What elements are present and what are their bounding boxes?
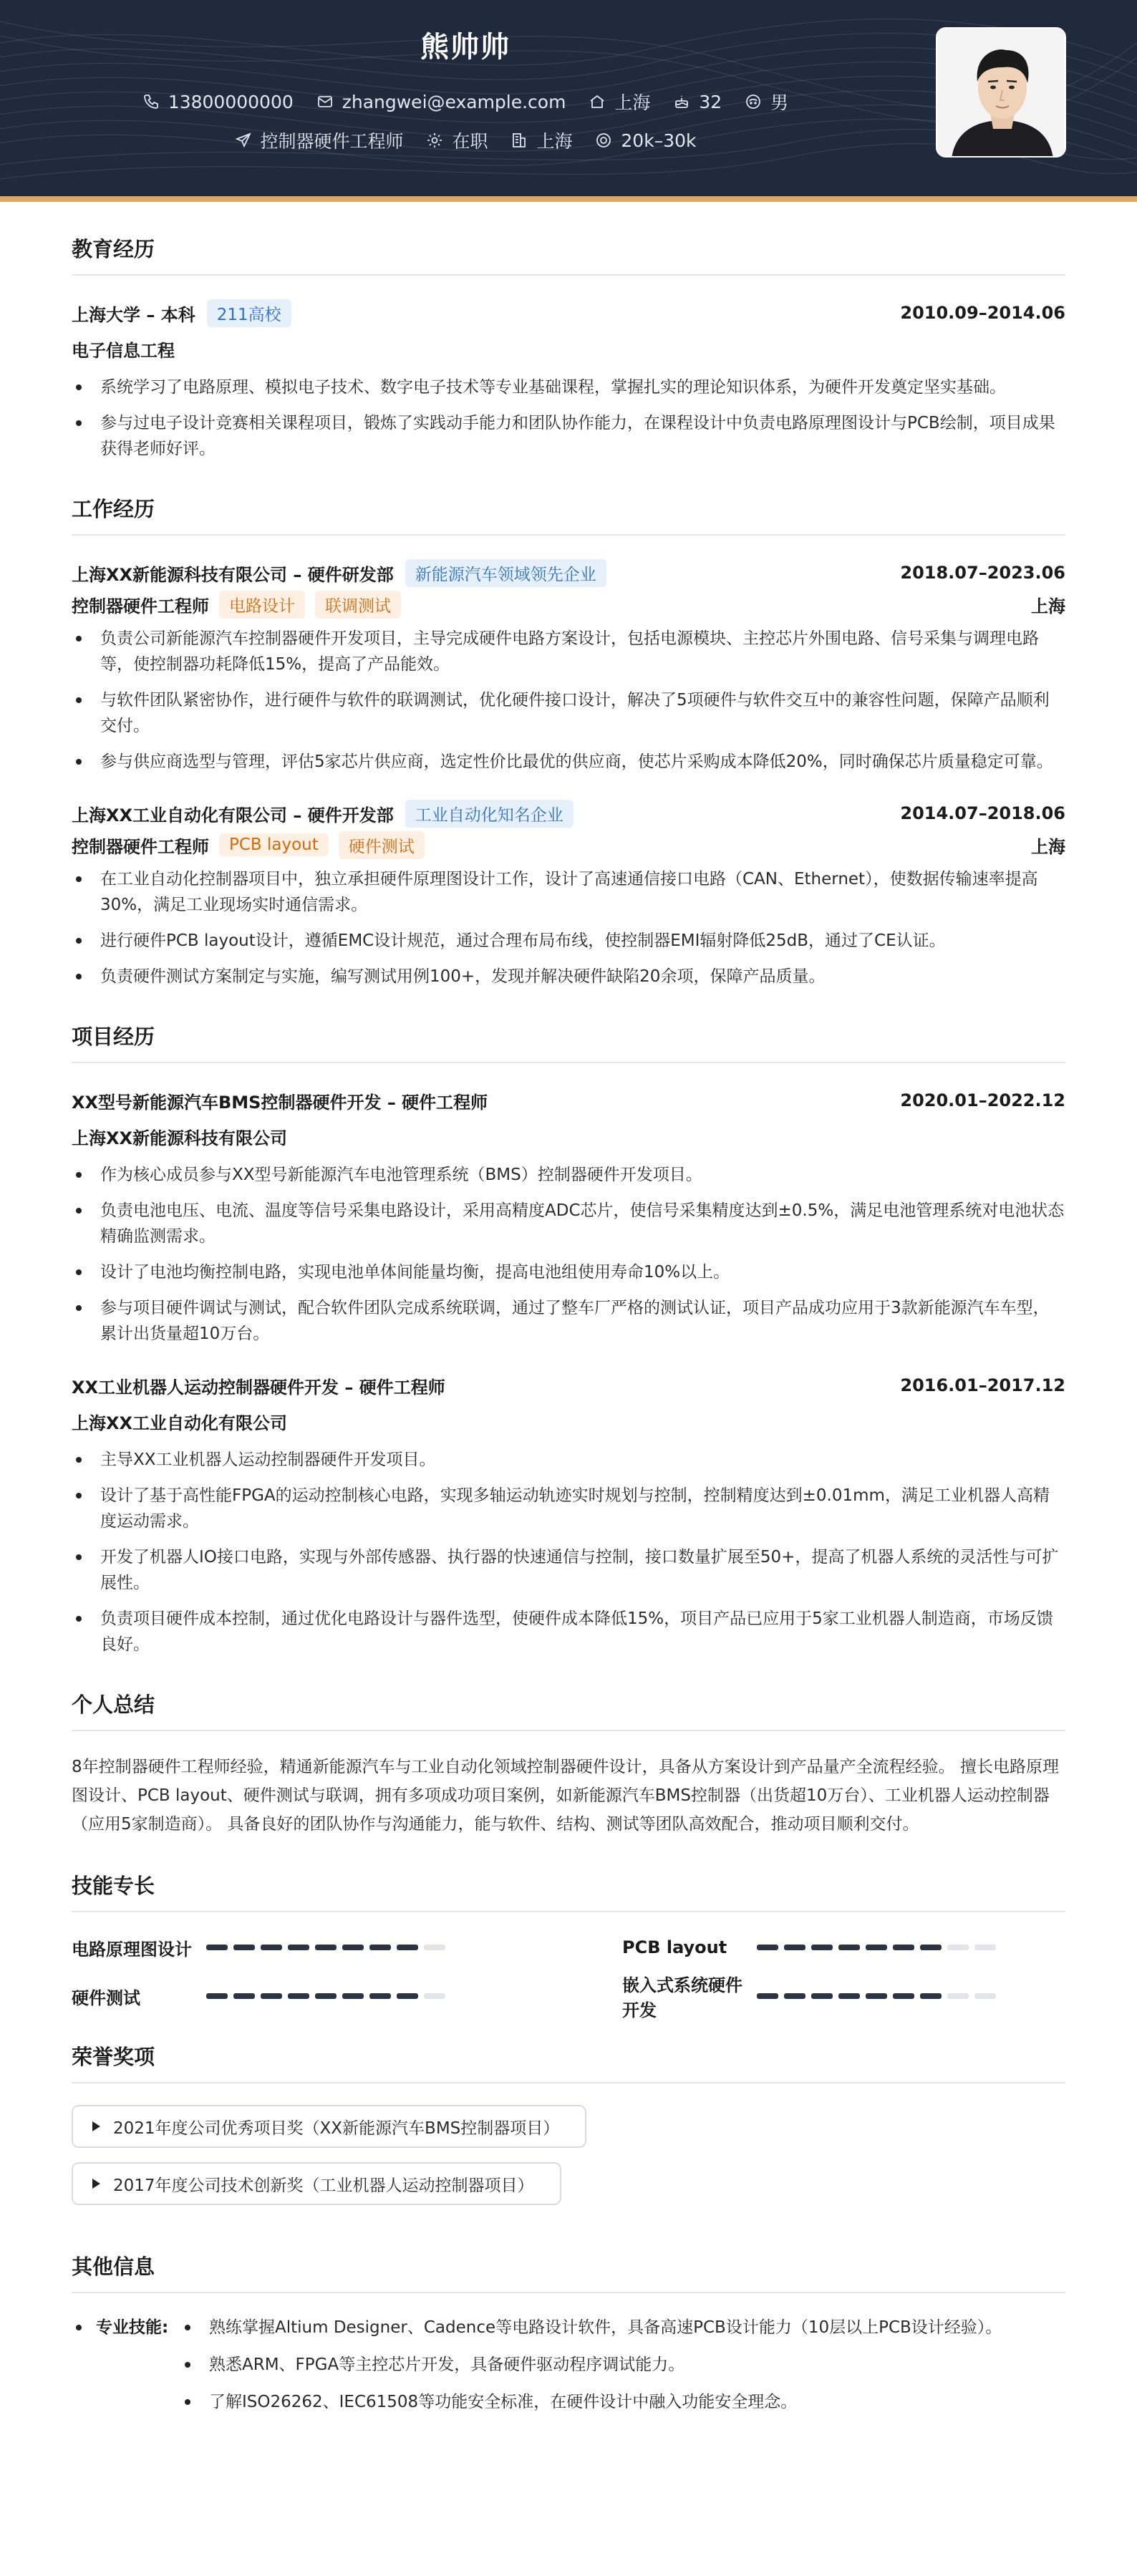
- list-item: 参与项目硬件调试与测试，配合软件团队完成系统联调，通过了整车厂严格的测试认证，项目产品成功应用于3款新能源汽车车型，累计出货量超10万台。: [72, 1295, 1065, 1347]
- project-entry: [72, 1370, 1065, 1657]
- skill-segment-filled: [315, 1945, 337, 1950]
- skill-segment-filled: [838, 1945, 860, 1950]
- work-header-row: [72, 798, 1065, 829]
- skill-segment-filled: [397, 1945, 418, 1950]
- skill-item: [622, 1934, 1065, 1961]
- target-city-text: 上海: [536, 131, 573, 152]
- skills-grid: [72, 1934, 1065, 2020]
- work-entry: [72, 798, 1065, 989]
- position-title: 控制器硬件工程师: [72, 596, 209, 616]
- job-target-text: 控制器硬件工程师: [260, 131, 404, 152]
- email-text: zhangwei@example.com: [342, 91, 566, 112]
- phone-item: [142, 92, 294, 112]
- work-date: 2014.07–2018.06: [900, 803, 1065, 823]
- work-header-row: [72, 557, 1065, 589]
- skill-segment-filled: [920, 1945, 942, 1950]
- skill-segment-filled: [206, 1993, 228, 1999]
- work-bullets: [72, 866, 1065, 989]
- list-item: 熟练掌握Altium Designer、Cadence等电路设计软件，具备高速PCB设计能力（10层以上PCB设计经验）。: [180, 2315, 1002, 2340]
- skill-tag: 电路设计: [219, 591, 305, 619]
- phone-text: 13800000000: [168, 91, 294, 112]
- skill-segment-filled: [838, 1993, 860, 1999]
- company-name: 上海XX新能源科技有限公司 – 硬件研发部: [72, 564, 394, 585]
- skill-item: [622, 1975, 1065, 2020]
- list-item: 设计了电池均衡控制电路，实现电池单体间能量均衡，提高电池组使用寿命10%以上。: [72, 1259, 1065, 1285]
- skill-name: 硬件测试: [72, 1987, 140, 2008]
- city-text: 上海: [614, 92, 651, 113]
- avatar: [936, 27, 1066, 158]
- skill-segment-empty: [424, 1993, 445, 1999]
- work-entry: [72, 557, 1065, 775]
- skill-tag: 硬件测试: [339, 831, 425, 859]
- skill-segment-empty: [974, 1945, 996, 1950]
- award-text: 2017年度公司技术创新奖（工业机器人运动控制器项目）: [113, 2176, 534, 2195]
- contact-row: [0, 89, 931, 115]
- email-item: [316, 92, 566, 112]
- skill-segment-filled: [342, 1993, 364, 1999]
- skill-segment-empty: [947, 1993, 969, 1999]
- skill-name: PCB layout: [622, 1937, 727, 1957]
- list-item: 设计了基于高性能FPGA的运动控制核心电路，实现多轴运动轨迹实时规划与控制，控制精度达到±0.01mm，满足工业机器人高精度运动需求。: [72, 1483, 1065, 1534]
- skill-segment-filled: [233, 1945, 255, 1950]
- skill-segment-empty: [974, 1993, 996, 1999]
- award-item: [72, 2105, 586, 2148]
- age-text: 32: [699, 91, 722, 112]
- list-item: 负责电池电压、电流、温度等信号采集电路设计，采用高精度ADC芯片，使信号采集精度达到±0.5%，满足电池管理系统对电池状态精确监测需求。: [72, 1198, 1065, 1249]
- skill-segment-filled: [288, 1945, 309, 1950]
- skill-tag: 联调测试: [315, 591, 401, 619]
- work-location: 上海: [1031, 836, 1065, 857]
- project-bullets: [72, 1162, 1065, 1347]
- section-title: 荣誉奖项: [72, 2041, 1065, 2083]
- cake-icon: [673, 93, 690, 110]
- skill-segment-filled: [866, 1945, 887, 1950]
- section-title: 教育经历: [72, 233, 1065, 276]
- skill-segment-empty: [424, 1945, 445, 1950]
- skill-segment-filled: [757, 1993, 778, 1999]
- skill-segment-filled: [342, 1945, 364, 1950]
- position-row: [72, 589, 1065, 620]
- intent-row: [0, 127, 931, 153]
- other-section: [72, 2251, 1065, 2426]
- resume-header: [0, 0, 1137, 202]
- section-title: 其他信息: [72, 2251, 1065, 2293]
- skill-segment-filled: [288, 1993, 309, 1999]
- phone-icon: [142, 93, 160, 110]
- skill-segment-filled: [369, 1993, 391, 1999]
- work-section: [72, 493, 1065, 989]
- work-location: 上海: [1031, 596, 1065, 616]
- project-header-row: [72, 1370, 1065, 1401]
- project-company: 上海XX工业自动化有限公司: [72, 1413, 288, 1433]
- skill-segment-filled: [893, 1993, 914, 1999]
- other-label: 专业技能:: [72, 2315, 180, 2426]
- education-bullets: [72, 374, 1065, 462]
- skill-segment-filled: [315, 1993, 337, 1999]
- skill-segment-filled: [784, 1993, 805, 1999]
- home-icon: [589, 93, 606, 110]
- education-header-row: [72, 297, 1065, 329]
- project-entry: [72, 1085, 1065, 1347]
- summary-text: 8年控制器硬件工程师经验，精通新能源汽车与工业自动化领域控制器硬件设计，具备从方案设计到产品量产全流程经验。 擅长电路原理图设计、PCB layout、硬件测试与联调，拥有多项成功项目案例，如新能源汽车BMS控制器（出货超10万台）、工业机器人运动控制器（应用5家制造商）。 具备良好的团队协作与沟通能力，能与软件、结构、测试等团队高效配合，推动项目顺利交付。: [72, 1758, 1059, 1834]
- skill-level-bar: [757, 1945, 1002, 1950]
- project-company: 上海XX新能源科技有限公司: [72, 1128, 288, 1148]
- project-name: XX型号新能源汽车BMS控制器硬件开发 – 硬件工程师: [72, 1092, 488, 1113]
- salary-item: [595, 130, 696, 151]
- building-icon: [511, 132, 528, 149]
- settings-icon: [426, 132, 443, 149]
- skill-item: [72, 1982, 515, 2010]
- list-item: 开发了机器人IO接口电路，实现与外部传感器、执行器的快速通信与控制，接口数量扩展至50+，提高了机器人系统的灵活性与可扩展性。: [72, 1544, 1065, 1596]
- status-text: 在职: [452, 131, 488, 152]
- skill-segment-filled: [866, 1993, 887, 1999]
- skill-segment-filled: [920, 1993, 942, 1999]
- salary-text: 20k–30k: [621, 130, 697, 151]
- header-accent-line: [0, 196, 1137, 202]
- company-tag: 新能源汽车领域领先企业: [405, 559, 606, 587]
- award-item: [72, 2162, 561, 2205]
- skill-segment-filled: [397, 1993, 418, 1999]
- status-item: [426, 127, 488, 153]
- project-bullets: [72, 1447, 1065, 1657]
- school-name: 上海大学 – 本科: [72, 304, 195, 325]
- triangle-right-icon: [90, 2178, 102, 2189]
- school-tag: 211高校: [207, 299, 291, 327]
- education-date: 2010.09–2014.06: [900, 303, 1065, 323]
- section-title: 技能专长: [72, 1870, 1065, 1912]
- coin-icon: [595, 132, 612, 149]
- list-item: 进行硬件PCB layout设计，遵循EMC设计规范，通过合理布局布线，使控制器EMI辐射降低25dB，通过了CE认证。: [72, 928, 1065, 954]
- resume-body: [72, 202, 1065, 2426]
- list-item: 系统学习了电路原理、模拟电子技术、数字电子技术等专业基础课程，掌握扎实的理论知识体系，为硬件开发奠定坚实基础。: [72, 374, 1065, 400]
- skill-level-bar: [206, 1945, 451, 1950]
- list-item: 主导XX工业机器人运动控制器硬件开发项目。: [72, 1447, 1065, 1473]
- summary-section: [72, 1689, 1065, 1839]
- section-title: 个人总结: [72, 1689, 1065, 1731]
- company-tag: 工业自动化知名企业: [405, 800, 574, 828]
- age-item: [673, 92, 722, 112]
- skill-name: 嵌入式系统硬件开发: [622, 1975, 742, 2020]
- user-icon: [745, 93, 762, 110]
- skill-segment-filled: [757, 1945, 778, 1950]
- company-name: 上海XX工业自动化有限公司 – 硬件开发部: [72, 805, 394, 825]
- section-title: 项目经历: [72, 1021, 1065, 1063]
- triangle-right-icon: [90, 2121, 102, 2132]
- skill-segment-filled: [369, 1945, 391, 1950]
- skill-tag: PCB layout: [219, 833, 329, 856]
- education-section: [72, 233, 1065, 462]
- skill-level-bar: [206, 1993, 451, 1999]
- skill-name: 电路原理图设计: [72, 1939, 192, 1960]
- projects-section: [72, 1021, 1065, 1657]
- skill-item: [72, 1934, 515, 1961]
- project-header-row: [72, 1085, 1065, 1116]
- skill-segment-filled: [811, 1993, 833, 1999]
- education-entry: [72, 297, 1065, 462]
- project-name: XX工业机器人运动控制器硬件开发 – 硬件工程师: [72, 1377, 445, 1398]
- awards-list: [72, 2105, 1065, 2219]
- section-title: 工作经历: [72, 493, 1065, 536]
- send-icon: [235, 132, 252, 149]
- work-date: 2018.07–2023.06: [900, 563, 1065, 583]
- skill-segment-filled: [811, 1945, 833, 1950]
- list-item: 与软件团队紧密协作，进行硬件与软件的联调测试，优化硬件接口设计，解决了5项硬件与软件交互中的兼容性问题，保障产品顺利交付。: [72, 687, 1065, 739]
- work-bullets: [72, 626, 1065, 775]
- gender-item: [745, 89, 788, 115]
- job-target-item: [235, 127, 404, 153]
- list-item: 在工业自动化控制器项目中，独立承担硬件原理图设计工作，设计了高速通信接口电路（CAN、Ethernet），使数据传输速率提高30%，满足工业现场实时通信需求。: [72, 866, 1065, 918]
- skill-segment-filled: [261, 1945, 282, 1950]
- list-item: 熟悉ARM、FPGA等主控芯片开发，具备硬件驱动程序调试能力。: [180, 2352, 1002, 2378]
- list-item: 参与过电子设计竞赛相关课程项目，锻炼了实践动手能力和团队协作能力，在课程设计中负责电路原理图设计与PCB绘制，项目成果获得老师好评。: [72, 410, 1065, 462]
- skill-segment-filled: [206, 1945, 228, 1950]
- skill-segment-filled: [893, 1945, 914, 1950]
- position-title: 控制器硬件工程师: [72, 836, 209, 857]
- other-bullets: [180, 2315, 1002, 2426]
- skill-segment-filled: [784, 1945, 805, 1950]
- major: 电子信息工程: [72, 340, 175, 361]
- list-item: 参与供应商选型与管理，评估5家芯片供应商，选定性价比最优的供应商，使芯片采购成本降低20%，同时确保芯片质量稳定可靠。: [72, 749, 1065, 775]
- skill-segment-filled: [233, 1993, 255, 1999]
- list-item: 负责公司新能源汽车控制器硬件开发项目，主导完成硬件电路方案设计，包括电源模块、主控芯片外围电路、信号采集与调理电路等，使控制器功耗降低15%，提高了产品能效。: [72, 626, 1065, 677]
- portrait-illustration: [937, 29, 1066, 158]
- awards-section: [72, 2041, 1065, 2219]
- mail-icon: [316, 93, 334, 110]
- list-item: 了解ISO26262、IEC61508等功能安全标准，在硬件设计中融入功能安全理念。: [180, 2389, 1002, 2415]
- skill-level-bar: [757, 1993, 1002, 1999]
- list-item: 负责硬件测试方案制定与实施，编写测试用例100+，发现并解决硬件缺陷20余项，保障产品质量。: [72, 964, 1065, 989]
- city-item: [589, 89, 650, 115]
- list-item: 作为核心成员参与XX型号新能源汽车电池管理系统（BMS）控制器硬件开发项目。: [72, 1162, 1065, 1188]
- award-text: 2021年度公司优秀项目奖（XX新能源汽车BMS控制器项目）: [113, 2119, 560, 2138]
- list-item: 负责项目硬件成本控制，通过优化电路设计与器件选型，使硬件成本降低15%，项目产品已应用于5家工业机器人制造商，市场反馈良好。: [72, 1606, 1065, 1657]
- skills-section: [72, 1870, 1065, 2020]
- skill-segment-empty: [947, 1945, 969, 1950]
- other-info: [72, 2315, 1065, 2426]
- project-date: 2016.01–2017.12: [900, 1375, 1065, 1395]
- target-city-item: [511, 127, 572, 153]
- project-date: 2020.01–2022.12: [900, 1090, 1065, 1110]
- position-row: [72, 829, 1065, 861]
- candidate-name: 熊帅帅: [420, 31, 511, 64]
- gender-text: 男: [770, 92, 789, 113]
- skill-segment-filled: [261, 1993, 282, 1999]
